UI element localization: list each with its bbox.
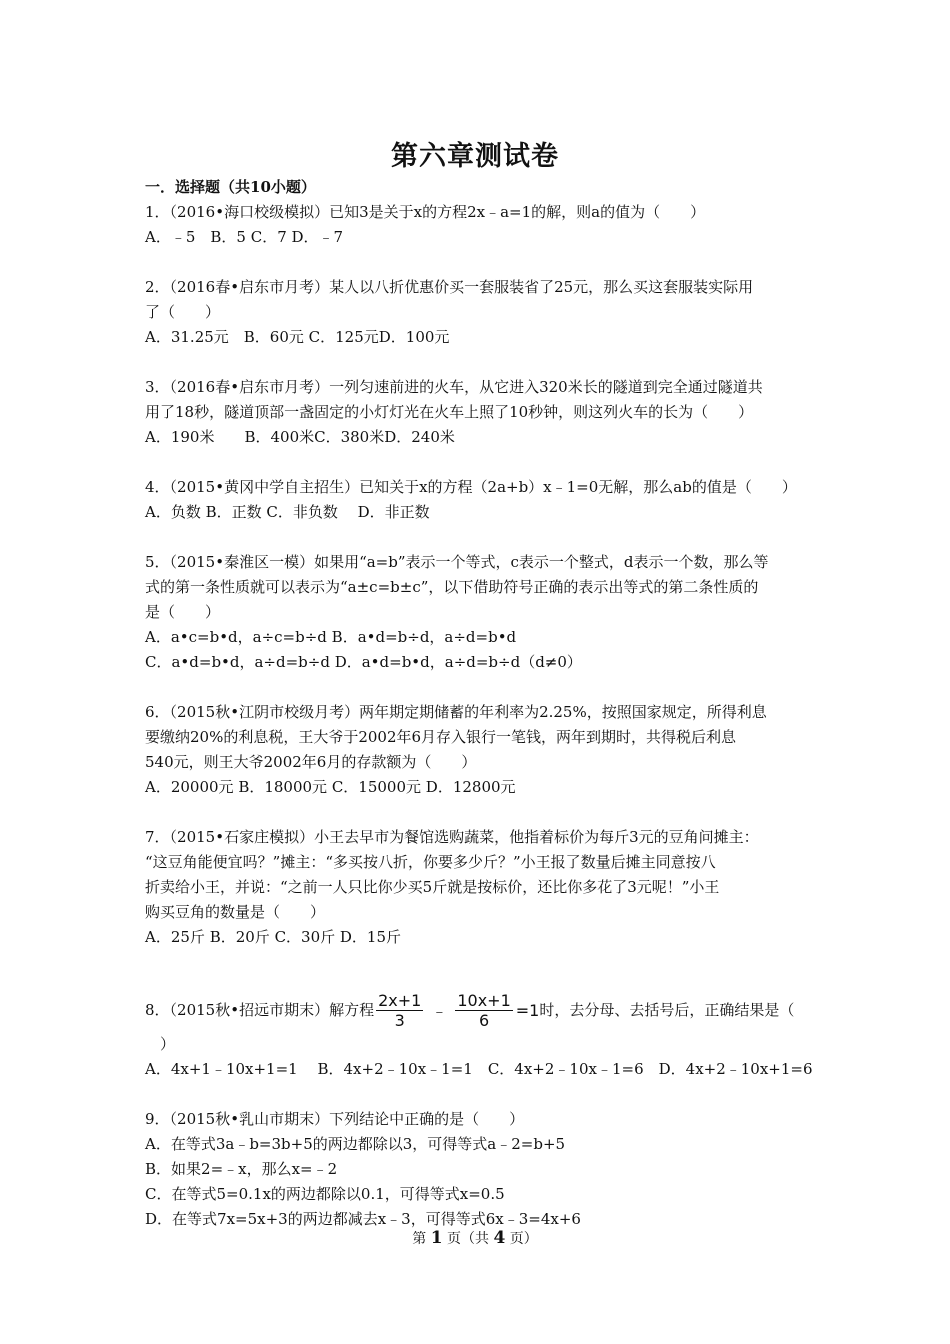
- question-4: [145, 475, 810, 525]
- question-1-stem-line: 1．（2016•海口校级模拟）已知3是关于x的方程2x﹣a=1的解，则a的值为（ ）: [145, 203, 706, 221]
- question-3-options: A．190米 B．400米C．380米D．240米: [145, 428, 455, 446]
- page-title: 第六章测试卷: [391, 141, 559, 172]
- question-3-stem-line: 用了18秒，隧道顶部一盏固定的小灯灯光在火车上照了10秒钟，则这列火车的长为（ ）: [145, 403, 754, 421]
- question-5-stem-line: 式的第一条性质就可以表示为“a±c=b±c”，以下借助符号正确的表示出等式的第二条性质的: [145, 578, 759, 596]
- footer-page-number: 1: [430, 1228, 443, 1248]
- question-9-option-a: A．在等式3a﹣b=3b+5的两边都除以3，可得等式a﹣2=b+5: [145, 1135, 566, 1153]
- section-heading: 一．选择题（共10小题）: [145, 178, 316, 196]
- fraction-1: [376, 991, 423, 1030]
- fraction-2-denominator: 6: [478, 1010, 490, 1030]
- question-8: [145, 988, 813, 1082]
- question-2-stem-line: 了（ ）: [145, 303, 221, 321]
- question-6-stem-line: 540元，则王大爷2002年6月的存款额为（ ）: [145, 753, 477, 771]
- question-3-stem-line: 3．（2016春•启东市月考）一列匀速前进的火车，从它进入320米长的隧道到完全通过隧道共: [145, 378, 763, 396]
- question-9: [145, 1107, 810, 1232]
- question-7-stem-line: 折卖给小王，并说：“之前一人只比你少买5斤就是按标价，还比你多花了3元呢！”小王: [145, 878, 720, 896]
- question-8-options: A．4x+1﹣10x+1=1 B．4x+2﹣10x﹣1=1 C．4x+2﹣10x﹣1=6 D．4x+2﹣10x+1=6: [145, 1060, 813, 1078]
- fraction-1-numerator: 2x+1: [378, 990, 422, 1010]
- question-7-stem-line: “这豆角能便宜吗？”摊主：“多买按八折，你要多少斤？”小王报了数量后摊主同意按八: [145, 853, 716, 871]
- footer-total-pages: 4: [493, 1228, 506, 1248]
- question-4-options: A．负数 B．正数 C．非负数 D．非正数: [145, 503, 430, 521]
- footer-prefix: 第: [412, 1231, 431, 1247]
- question-9-option-c: C．在等式5=0.1x的两边都除以0.1，可得等式x=0.5: [145, 1185, 505, 1203]
- question-6-stem-line: 要缴纳20%的利息税，王大爷于2002年6月存入银行一笔钱，两年到期时，共得税后利息: [145, 728, 737, 746]
- question-7: [145, 825, 810, 950]
- question-2: [145, 275, 810, 350]
- question-5-stem-line: 是（ ）: [145, 603, 221, 621]
- fraction-1-denominator: 3: [394, 1010, 405, 1030]
- question-9-option-b: B．如果2=﹣x，那么x=﹣2: [145, 1160, 338, 1178]
- minus-sign: ﹣: [431, 1000, 448, 1020]
- footer-middle: 页（共: [442, 1231, 494, 1247]
- question-6-stem-line: 6．（2015秋•江阴市校级月考）两年期定期储蓄的年利率为2.25%，按照国家规定，所得利息: [145, 703, 767, 721]
- question-1: [145, 200, 810, 250]
- footer-suffix: 页）: [505, 1231, 538, 1247]
- question-3: [145, 375, 810, 450]
- question-5-options: C．a•d=b•d，a÷d=b÷d D．a•d=b•d，a÷d=b÷d（d≠0）: [145, 653, 582, 671]
- question-7-stem-line: 购买豆角的数量是（ ）: [145, 903, 326, 921]
- question-4-stem-line: 4．（2015•黄冈中学自主招生）已知关于x的方程（2a+b）x﹣1=0无解，那么ab的值是（ ）: [145, 478, 797, 496]
- page-footer: [0, 1228, 950, 1248]
- question-1-options: A．﹣5 B．5 C．7 D．﹣7: [145, 228, 344, 246]
- question-6-options: A．20000元 B．18000元 C．15000元 D．12800元: [145, 778, 516, 796]
- question-5-stem-line: 5．（2015•秦淮区一模）如果用“a=b”表示一个等式，c表示一个整式，d表示一个数，那么等: [145, 553, 769, 571]
- equals-one: =1: [515, 1000, 540, 1020]
- question-8-stem: [145, 988, 810, 1032]
- fraction-2-numerator: 10x+1: [457, 990, 511, 1010]
- question-8-line-2: ）: [145, 1035, 176, 1053]
- question-5: [145, 550, 810, 675]
- question-7-options: A．25斤 B．20斤 C．30斤 D．15斤: [145, 928, 402, 946]
- question-9-option-d: D．在等式7x=5x+3的两边都减去x﹣3，可得等式6x﹣3=4x+6: [145, 1210, 581, 1228]
- question-8-prefix: 8．（2015秋•招远市期末）解方程: [145, 1000, 375, 1019]
- question-2-options: A．31.25元 B．60元 C．125元D．100元: [145, 328, 450, 346]
- question-6: [145, 700, 810, 800]
- questions-container: [145, 200, 810, 950]
- question-2-stem-line: 2．（2016春•启东市月考）某人以八折优惠价买一套服装省了25元，那么买这套服装实际用: [145, 278, 754, 296]
- question-5-options: A．a•c=b•d，a÷c=b÷d B．a•d=b÷d，a÷d=b•d: [145, 628, 517, 646]
- question-8-suffix: 时，去分母、去括号后，正确结果是（: [539, 1000, 795, 1019]
- question-7-stem-line: 7．（2015•石家庄模拟）小王去早市为餐馆选购蔬菜，他指着标价为每斤3元的豆角问摊主：: [145, 828, 759, 846]
- fraction-2: [455, 991, 512, 1030]
- question-list: [145, 175, 813, 1257]
- question-9-stem: 9．（2015秋•乳山市期末）下列结论中正确的是（ ）: [145, 1110, 525, 1128]
